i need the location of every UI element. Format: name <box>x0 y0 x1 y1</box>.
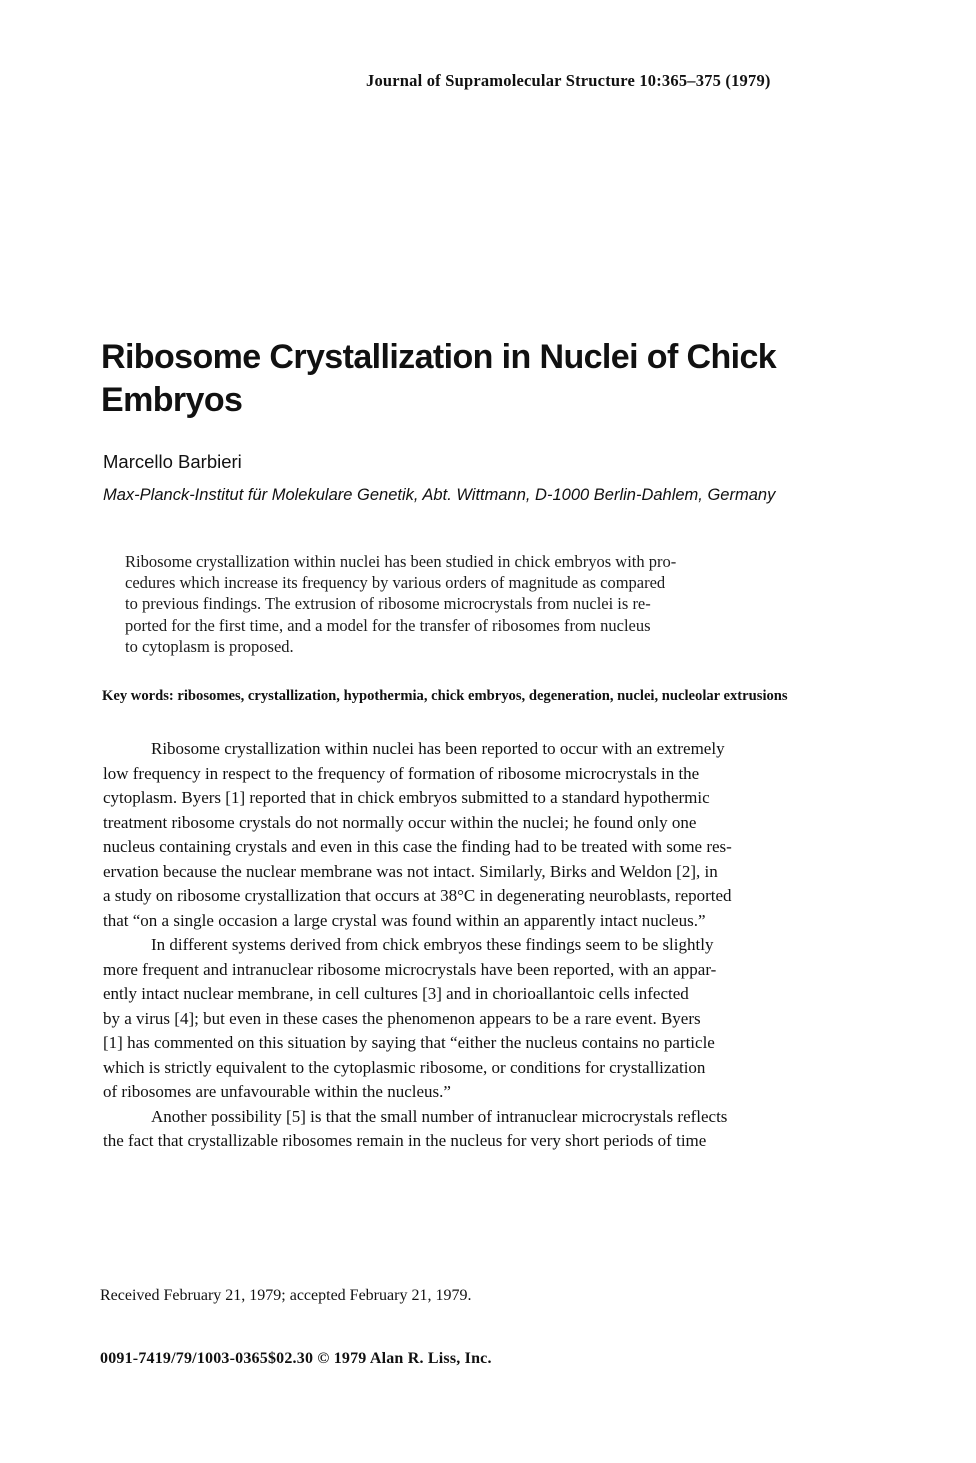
received-dates: Received February 21, 1979; accepted February 21, 1979. <box>100 1287 472 1304</box>
journal-header: Journal of Supramolecular Structure 10:365–375 (1979) <box>366 71 771 90</box>
copyright-line: 0091-7419/79/1003-0365$02.30 © 1979 Alan R. Liss, Inc. <box>100 1350 492 1367</box>
abstract-line: cedures which increase its frequency by various orders of magnitude as compared <box>125 573 666 593</box>
body-line: the fact that crystallizable ribosomes remain in the nucleus for very short periods of time <box>103 1131 707 1150</box>
body-line: cytoplasm. Byers [1] reported that in chick embryos submitted to a standard hypothermic <box>103 788 710 807</box>
body-text <box>103 737 893 1154</box>
body-line: [1] has commented on this situation by saying that “either the nucleus contains no particle <box>103 1033 715 1052</box>
body-line: treatment ribosome crystals do not normally occur within the nuclei; he found only one <box>103 812 697 832</box>
abstract-line: to cytoplasm is proposed. <box>125 636 294 656</box>
abstract-line: to previous findings. The extrusion of ribosome microcrystals from nuclei is re- <box>125 594 651 614</box>
body-line: which is strictly equivalent to the cytoplasmic ribosome, or conditions for crystallization <box>103 1057 706 1077</box>
author-affiliation: Max-Planck-Institut für Molekulare Genetik, Abt. Wittmann, D-1000 Berlin-Dahlem, Germany <box>103 486 776 504</box>
body-line: Another possibility [5] is that the small number of intranuclear microcrystals reflects <box>151 1106 728 1126</box>
body-line: In different systems derived from chick embryos these findings seem to be slightly <box>151 935 714 954</box>
author-name: Marcello Barbieri <box>103 451 242 472</box>
article-title: Ribosome Crystallization in Nuclei of Chick Embryos <box>101 338 777 419</box>
abstract-line: Ribosome crystallization within nuclei has been studied in chick embryos with pro- <box>125 552 677 571</box>
body-line: of ribosomes are unfavourable within the nucleus.” <box>103 1082 451 1101</box>
abstract <box>125 551 676 657</box>
body-line: by a virus [4]; but even in these cases the phenomenon appears to be a rare event. Byers <box>103 1008 701 1028</box>
body-line: more frequent and intranuclear ribosome microcrystals have been reported, with an appar- <box>103 959 717 979</box>
abstract-line: ported for the first time, and a model for the transfer of ribosomes from nucleus <box>125 615 651 635</box>
body-line: Ribosome crystallization within nuclei has been reported to occur with an extremely <box>151 739 725 758</box>
body-line: a study on ribosome crystallization that occurs at 38°C in degenerating neuroblasts, reported <box>103 886 732 905</box>
body-line: nucleus containing crystals and even in this case the finding had to be treated with some res- <box>103 837 732 856</box>
body-line: ervation because the nuclear membrane was not intact. Similarly, Birks and Weldon [2], in <box>103 861 718 881</box>
body-line: that “on a single occasion a large crystal was found within an apparently intact nucleus.” <box>103 910 706 930</box>
body-line: low frequency in respect to the frequency of formation of ribosome microcrystals in the <box>103 763 700 783</box>
body-line: ently intact nuclear membrane, in cell cultures [3] and in chorioallantoic cells infected <box>103 984 689 1003</box>
keywords: Key words: ribosomes, crystallization, hypothermia, chick embryos, degeneration, nuclei, nucleolar extrusions <box>102 688 788 704</box>
